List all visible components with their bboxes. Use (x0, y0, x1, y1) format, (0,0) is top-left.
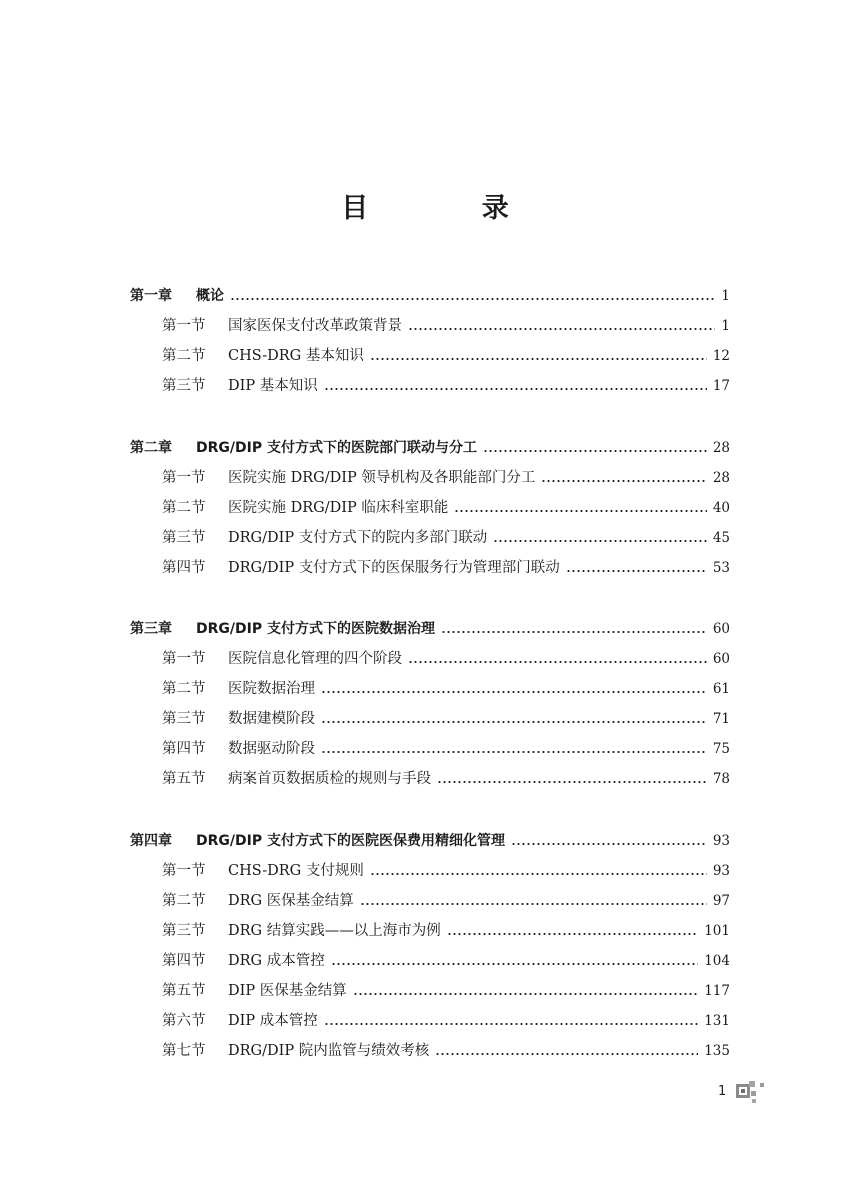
leader-dots (511, 830, 707, 852)
page-number: 78 (712, 771, 730, 787)
section-title: 医院实施 DRG/DIP 领导机构及各职能部门分工 (228, 470, 536, 486)
publisher-logo-icon (734, 1079, 768, 1109)
page-number: 45 (712, 530, 730, 546)
section-title: 数据驱动阶段 (228, 741, 315, 757)
toc-section-4-2[interactable] (162, 890, 730, 912)
section-title: DIP 医保基金结算 (228, 983, 347, 999)
section-number: 第一节 (162, 318, 206, 334)
toc-chapter-4[interactable] (130, 830, 730, 852)
page-number: 101 (704, 923, 730, 939)
section-number: 第一节 (162, 651, 206, 667)
page-number: 60 (712, 621, 730, 637)
section-number: 第一节 (162, 470, 206, 486)
section-number: 第三节 (162, 378, 206, 394)
section-title: DIP 成本管控 (228, 1013, 318, 1029)
toc-section-1-2[interactable] (162, 345, 730, 367)
toc-section-2-2[interactable] (162, 497, 730, 519)
leader-dots (566, 557, 707, 579)
page-number: 71 (712, 711, 730, 727)
section-title: 病案首页数据质检的规则与手段 (228, 771, 431, 787)
leader-dots (360, 890, 707, 912)
section-title: 数据建模阶段 (228, 711, 315, 727)
section-number: 第一节 (162, 863, 206, 879)
toc-section-3-3[interactable] (162, 708, 730, 730)
leader-dots (437, 768, 707, 790)
page-number: 93 (712, 863, 730, 879)
chapter-title: DRG/DIP 支付方式下的医院医保费用精细化管理 (196, 833, 505, 849)
page-number: 17 (712, 378, 730, 394)
page-number: 12 (712, 348, 730, 364)
chapter-title: DRG/DIP 支付方式下的医院数据治理 (196, 621, 435, 637)
leader-dots (435, 1040, 698, 1062)
page-number: 97 (712, 893, 730, 909)
leader-dots (483, 437, 707, 459)
toc-section-3-5[interactable] (162, 768, 730, 790)
page-number: 28 (712, 440, 730, 456)
section-title: 医院信息化管理的四个阶段 (228, 651, 402, 667)
toc-section-4-3[interactable] (162, 920, 730, 942)
section-number: 第三节 (162, 711, 206, 727)
leader-dots (324, 375, 707, 397)
section-number: 第五节 (162, 983, 206, 999)
toc-section-2-3[interactable] (162, 527, 730, 549)
chapter-number: 第四章 (130, 833, 172, 849)
section-number: 第四节 (162, 741, 206, 757)
toc-section-3-1[interactable] (162, 648, 730, 670)
leader-dots (454, 497, 706, 519)
toc-section-3-2[interactable] (162, 678, 730, 700)
section-number: 第六节 (162, 1013, 206, 1029)
section-title: DRG 结算实践——以上海市为例 (228, 923, 441, 939)
section-title: 医院实施 DRG/DIP 临床科室职能 (228, 500, 449, 516)
page-number: 40 (712, 500, 730, 516)
section-title: DIP 基本知识 (228, 378, 318, 394)
leader-dots (541, 467, 706, 489)
chapter-title: DRG/DIP 支付方式下的医院部门联动与分工 (196, 440, 477, 456)
toc-section-1-1[interactable] (162, 315, 730, 337)
toc-section-4-6[interactable] (162, 1010, 730, 1032)
page-title: 目 录 (341, 193, 561, 224)
page-number: 1 (721, 288, 730, 304)
page-number: 60 (712, 651, 730, 667)
leader-dots (324, 1010, 699, 1032)
leader-dots (370, 860, 707, 882)
section-title: DRG/DIP 院内监管与绩效考核 (228, 1043, 430, 1059)
page-number: 75 (712, 741, 730, 757)
chapter-number: 第一章 (130, 288, 172, 304)
leader-dots (230, 285, 715, 307)
toc-section-4-1[interactable] (162, 860, 730, 882)
toc-section-2-1[interactable] (162, 467, 730, 489)
section-number: 第二节 (162, 893, 206, 909)
section-title: DRG/DIP 支付方式下的医保服务行为管理部门联动 (228, 560, 560, 576)
page-number: 61 (712, 681, 730, 697)
chapter-title: 概论 (196, 288, 224, 304)
leader-dots (370, 345, 707, 367)
toc-section-1-3[interactable] (162, 375, 730, 397)
leader-dots (331, 950, 698, 972)
leader-dots (493, 527, 707, 549)
section-title: 国家医保支付改革政策背景 (228, 318, 402, 334)
leader-dots (441, 618, 707, 640)
page-number: 131 (704, 1013, 730, 1029)
leader-dots (353, 980, 699, 1002)
section-title: DRG 成本管控 (228, 953, 325, 969)
toc-section-4-5[interactable] (162, 980, 730, 1002)
page-number: 93 (712, 833, 730, 849)
page-number: 104 (704, 953, 730, 969)
toc-chapter-2[interactable] (130, 437, 730, 459)
section-number: 第二节 (162, 681, 206, 697)
section-number: 第二节 (162, 500, 206, 516)
section-number: 第二节 (162, 348, 206, 364)
toc-section-3-4[interactable] (162, 738, 730, 760)
leader-dots (408, 315, 715, 337)
chapter-number: 第二章 (130, 440, 172, 456)
leader-dots (321, 708, 707, 730)
page-number: 135 (704, 1043, 730, 1059)
toc-section-2-4[interactable] (162, 557, 730, 579)
section-number: 第四节 (162, 953, 206, 969)
page-number: 117 (704, 983, 730, 999)
toc-section-4-4[interactable] (162, 950, 730, 972)
leader-dots (408, 648, 707, 670)
chapter-number: 第三章 (130, 621, 172, 637)
section-title: 医院数据治理 (228, 681, 315, 697)
section-number: 第五节 (162, 771, 206, 787)
page-number: 28 (712, 470, 730, 486)
page-number: 53 (712, 560, 730, 576)
section-title: DRG/DIP 支付方式下的院内多部门联动 (228, 530, 488, 546)
section-number: 第四节 (162, 560, 206, 576)
section-number: 第七节 (162, 1043, 206, 1059)
section-title: CHS-DRG 基本知识 (228, 348, 364, 364)
section-title: CHS-DRG 支付规则 (228, 863, 364, 879)
leader-dots (321, 678, 707, 700)
footer-page-number: 1 (718, 1084, 727, 1099)
section-number: 第三节 (162, 530, 206, 546)
toc-section-4-7[interactable] (162, 1040, 730, 1062)
toc-chapter-1[interactable] (130, 285, 730, 307)
leader-dots (447, 920, 698, 942)
leader-dots (321, 738, 707, 760)
toc-chapter-3[interactable] (130, 618, 730, 640)
page-number: 1 (721, 318, 730, 334)
section-number: 第三节 (162, 923, 206, 939)
section-title: DRG 医保基金结算 (228, 893, 354, 909)
